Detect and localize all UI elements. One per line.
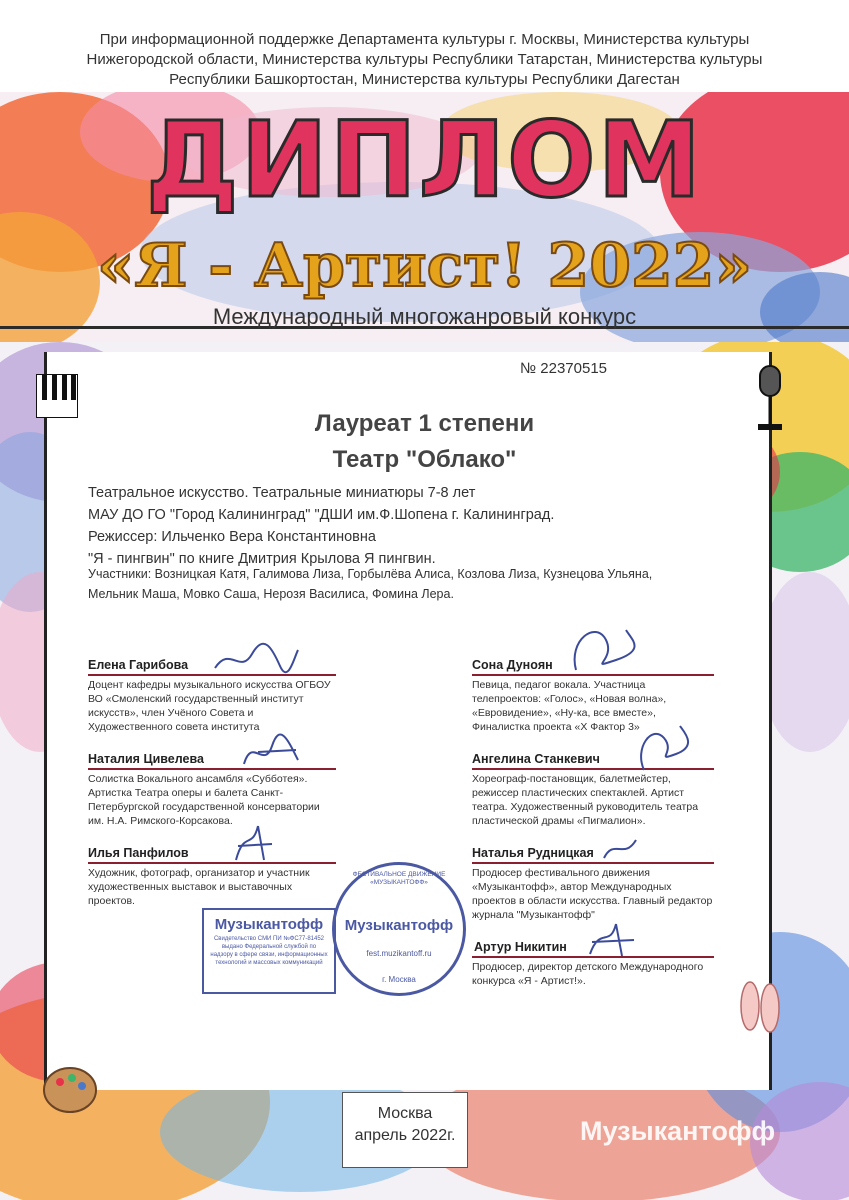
- issue-city: Москва: [377, 1105, 433, 1122]
- diploma-number: № 22370515: [520, 360, 607, 377]
- stamp-ring-text: ФЕСТИВАЛЬНОЕ ДВИЖЕНИЕ «МУЗЫКАНТОФФ»: [352, 871, 446, 886]
- jury-description: Художник, фотограф, организатор и участник художественных выставок и выставочных проектов.: [88, 867, 310, 907]
- jury-name: Наталия Цивелева: [88, 752, 204, 766]
- laureate-degree: Лауреат 1 степени: [314, 410, 535, 437]
- jury-name: Артур Никитин: [474, 940, 567, 954]
- stamp-site: fest.muzikantoff.ru: [366, 949, 432, 958]
- jury-description: Солистка Вокального ансамбля «Субботея». Артистка Театра оперы и балета Санкт-Петербургской государственной консерватории им. Н.А. Римского-Корсакова.: [88, 773, 320, 827]
- jury-name: Наталья Рудницкая: [472, 846, 594, 860]
- contest-type: Международный многожанровый конкурс: [212, 304, 637, 329]
- signature-image: [566, 620, 636, 680]
- signature-image: [584, 918, 638, 962]
- director-text: Режиссер: Ильченко Вера Константиновна: [88, 529, 376, 545]
- jury-description: Продюсер, директор детского Международного конкурса «Я - Артист!».: [472, 961, 704, 987]
- stamp-brand: Музыкантофф: [344, 917, 454, 934]
- signature-image: [600, 834, 640, 864]
- stamp-brand: Музыкантофф: [214, 916, 324, 933]
- team-name: Театр "Облако": [332, 446, 517, 473]
- jury-name: Елена Гарибова: [88, 658, 189, 672]
- jury-divider: [472, 862, 714, 864]
- brand-watermark: Музыкантофф: [580, 1116, 776, 1146]
- round-stamp: [332, 862, 466, 996]
- jury-description: Доцент кафедры музыкального искусства ОГБОУ ВО «Смоленский государственный институт искусств», член Учёного Совета и Художественного совета института: [88, 679, 331, 733]
- support-text: [20, 30, 829, 90]
- nomination-text: Театральное искусство. Театральные миниатюры 7-8 лет: [88, 485, 476, 501]
- issue-place-date: [342, 1092, 468, 1168]
- jury-name: Ангелина Станкевич: [472, 752, 600, 766]
- work-title-text: "Я - пингвин" по книге Дмитрия Крылова Я пингвин.: [88, 551, 436, 567]
- signature-image: [210, 640, 300, 680]
- jury-description: Продюсер фестивального движения «Музыкантофф», автор Международных проектов в области искусства. Главный редактор журнала "Музыкантофф": [472, 867, 713, 921]
- palette-icon: [40, 1060, 100, 1120]
- signature-image: [238, 730, 308, 774]
- participants-text: Участники: Возницкая Катя, Галимова Лиза, Горбылёва Алиса, Козлова Лиза, Кузнецова Ульяна, Мельник Маша, Мовко Саша, Нерозя Василиса, Фомина Лера.: [88, 567, 653, 601]
- jury-description: Певица, педагог вокала. Участница телепроектов: «Голос», «Новая волна», «Евровидение», «Ну-ка, все вместе», Финалистка проекта «Х Фактор 3»: [472, 679, 667, 733]
- jury-name: Сона Дунoян: [472, 658, 553, 672]
- stamp-city: г. Москва: [382, 975, 416, 984]
- issue-date: апрель 2022г.: [354, 1127, 456, 1144]
- jury-description: Хореограф-постановщик, балетмейстер, режиссер пластических спектаклей. Артист театра. Художественный руководитель театра пластической драмы «Пигмалион».: [472, 773, 699, 827]
- jury-name: Илья Панфилов: [88, 846, 189, 860]
- jury-divider: [88, 862, 336, 864]
- support-line: Республики Башкортостан, Министерства культуры Республики Дагестан: [169, 71, 680, 88]
- diploma-title: ДИПЛОМ: [146, 99, 703, 221]
- contest-name: «Я - Артист! 2022»: [96, 231, 753, 301]
- support-line: При информационной поддержке Департамента культуры г. Москвы, Министерства культуры: [99, 31, 750, 48]
- stamp-license: Свидетельство СМИ ПИ №ФС77-81452 выдано Федеральной службой по надзору в сфере связи, информационных технологий и массовых коммуникаций: [210, 936, 328, 966]
- institution-text: МАУ ДО ГО "Город Калининград" "ДШИ им.Ф.Шопена г. Калининград.: [88, 507, 555, 523]
- signature-image: [624, 718, 694, 778]
- pointe-shoes-icon: [730, 966, 790, 1036]
- license-stamp: [202, 908, 336, 994]
- signature-image: [228, 820, 278, 866]
- support-line: Нижегородской области, Министерства культуры Республики Татарстан, Министерства культуры: [86, 51, 763, 68]
